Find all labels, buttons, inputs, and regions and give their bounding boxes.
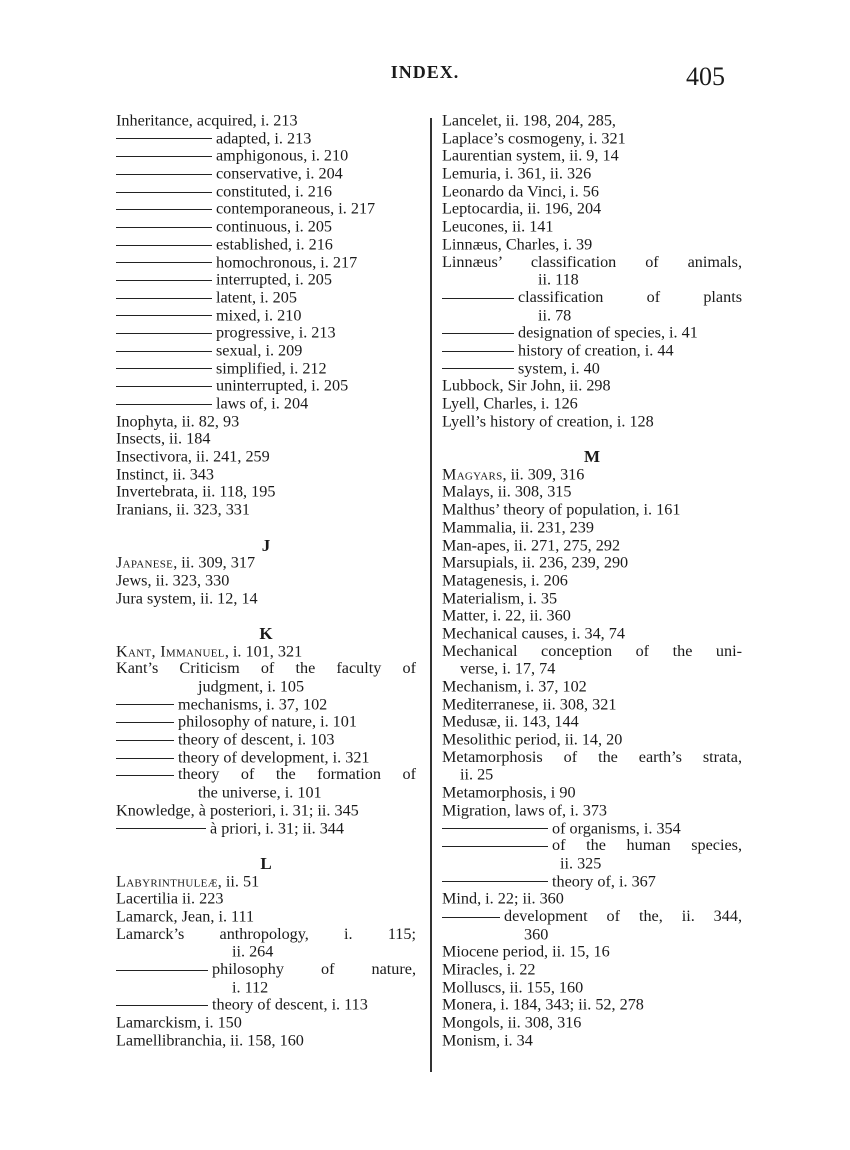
entry-text: Materialism, i. 35 — [442, 588, 558, 607]
ditto-rule — [116, 351, 212, 352]
index-subentry — [116, 324, 416, 342]
entry-text: sexual, i. 209 — [216, 341, 303, 360]
entry-text: Matter, i. 22, ii. 360 — [442, 606, 571, 625]
entry-text: mixed, i. 210 — [216, 305, 302, 324]
ditto-rule — [116, 298, 212, 299]
index-entry — [442, 254, 742, 272]
index-continuation — [116, 784, 416, 802]
index-subentry — [116, 130, 416, 148]
section-gap — [116, 837, 416, 855]
entry-text: Miocene period, ii. 15, 16 — [442, 942, 610, 961]
index-subentry — [116, 236, 416, 254]
index-entry — [442, 643, 742, 661]
index-entry — [442, 590, 742, 608]
ditto-rule — [116, 970, 208, 971]
ditto-rule — [442, 368, 514, 369]
ditto-rule — [116, 192, 212, 193]
index-entry — [442, 200, 742, 218]
ditto-rule — [116, 404, 212, 405]
index-subentry — [116, 696, 416, 714]
ditto-rule — [116, 174, 212, 175]
index-entry — [116, 873, 416, 891]
index-entry — [442, 501, 742, 519]
entry-text: Monism, i. 34 — [442, 1031, 533, 1050]
index-entry — [442, 996, 742, 1014]
index-entry — [116, 430, 416, 448]
index-entry — [442, 625, 742, 643]
entry-text: theory of, i. 367 — [552, 871, 656, 890]
entry-text: Matagenesis, i. 206 — [442, 571, 568, 590]
index-entry — [442, 1032, 742, 1050]
ditto-rule — [442, 828, 548, 829]
entry-text: Marsupials, ii. 236, 239, 290 — [442, 553, 629, 572]
index-entry — [116, 1032, 416, 1050]
index-entry — [442, 713, 742, 731]
entry-text: Knowledge, à posteriori, i. 31; ii. 345 — [116, 801, 359, 820]
index-entry — [442, 943, 742, 961]
index-continuation — [442, 855, 742, 873]
index-subentry — [116, 289, 416, 307]
index-entry — [442, 377, 742, 395]
index-entry — [116, 908, 416, 926]
index-subentry — [116, 395, 416, 413]
entry-text: Laplace’s cosmogeny, i. 321 — [442, 129, 626, 148]
entry-text: Insectivora, ii. 241, 259 — [116, 447, 270, 466]
index-subentry — [116, 713, 416, 731]
ditto-rule — [116, 156, 212, 157]
index-entry — [442, 749, 742, 767]
ditto-rule — [442, 917, 500, 918]
index-entry — [442, 890, 742, 908]
entry-text: designation of species, i. 41 — [518, 323, 698, 342]
ditto-rule — [116, 315, 212, 316]
index-subentry — [442, 289, 742, 307]
entry-text: Mediterranese, ii. 308, 321 — [442, 695, 617, 714]
entry-text: Leonardo da Vinci, i. 56 — [442, 182, 599, 201]
index-entry — [442, 183, 742, 201]
entry-text: interrupted, i. 205 — [216, 270, 332, 289]
entry-text: , ii. 309, 316 — [502, 465, 585, 484]
ditto-rule — [116, 262, 212, 263]
index-subentry — [116, 820, 416, 838]
index-entry — [116, 660, 416, 678]
entry-text: Mesolithic period, ii. 14, 20 — [442, 730, 623, 749]
entry-text: Linnæus’ classification of animals, — [442, 252, 742, 271]
entry-text: Metamorphosis of the earth’s strata, — [442, 747, 742, 766]
entry-text: Lyell, Charles, i. 126 — [442, 394, 578, 413]
index-entry — [442, 236, 742, 254]
index-subentry — [442, 837, 742, 855]
ditto-rule — [116, 333, 212, 334]
ditto-rule — [116, 828, 206, 829]
entry-text: Lamarckism, i. 150 — [116, 1013, 242, 1032]
index-subentry — [116, 218, 416, 236]
ditto-rule — [442, 298, 514, 299]
index-subentry — [116, 200, 416, 218]
ditto-rule — [116, 704, 174, 705]
entry-text: theory of development, i. 321 — [178, 748, 370, 767]
entry-text: progressive, i. 213 — [216, 323, 336, 342]
index-entry — [116, 112, 416, 130]
entry-text: Metamorphosis, i 90 — [442, 783, 576, 802]
entry-text: theory of descent, i. 113 — [212, 995, 368, 1014]
entry-text: Miracles, i. 22 — [442, 960, 536, 979]
index-subentry — [116, 996, 416, 1014]
entry-text: Mongols, ii. 308, 316 — [442, 1013, 582, 1032]
column-divider — [430, 118, 432, 1072]
entry-text: simplified, i. 212 — [216, 359, 327, 378]
entry-text: Kant’s Criticism of the faculty of — [116, 659, 416, 678]
index-entry — [442, 1014, 742, 1032]
entry-text: Laurentian system, ii. 9, 14 — [442, 146, 619, 165]
entry-text: verse, i. 17, 74 — [460, 659, 556, 678]
entry-text: Lemuria, i. 361, ii. 326 — [442, 164, 592, 183]
entry-text: Molluscs, ii. 155, 160 — [442, 978, 584, 997]
index-entry — [442, 961, 742, 979]
ditto-rule — [116, 227, 212, 228]
index-subentry — [116, 766, 416, 784]
index-continuation — [442, 271, 742, 289]
entry-text: ii. 325 — [560, 854, 602, 873]
entry-heading: Japanese — [116, 553, 174, 572]
entry-text: judgment, i. 105 — [198, 677, 305, 696]
index-column-right — [442, 112, 742, 1049]
index-entry — [442, 572, 742, 590]
entry-text: laws of, i. 204 — [216, 394, 309, 413]
index-entry — [442, 130, 742, 148]
entry-text: Man-apes, ii. 271, 275, 292 — [442, 535, 621, 554]
index-subentry — [442, 873, 742, 891]
entry-text: Lyell’s history of creation, i. 128 — [442, 412, 654, 431]
entry-text: Migration, laws of, i. 373 — [442, 801, 608, 820]
index-subentry — [442, 360, 742, 378]
index-subentry — [442, 908, 742, 926]
index-subentry — [116, 360, 416, 378]
entry-text: Jews, ii. 323, 330 — [116, 571, 230, 590]
entry-text: Mechanical causes, i. 34, 74 — [442, 624, 625, 643]
entry-text: contemporaneous, i. 217 — [216, 199, 376, 218]
index-entry — [116, 483, 416, 501]
entry-text: Lamellibranchia, ii. 158, 160 — [116, 1031, 304, 1050]
index-continuation — [442, 766, 742, 784]
entry-text: Inophyta, ii. 82, 93 — [116, 412, 240, 431]
entry-text: ii. 25 — [460, 765, 494, 784]
entry-text: Inheritance, acquired, i. 213 — [116, 111, 298, 130]
section-gap — [116, 519, 416, 537]
index-subentry — [116, 147, 416, 165]
entry-heading: Magyars — [442, 465, 503, 484]
entry-text: established, i. 216 — [216, 235, 333, 254]
entry-text: theory of descent, i. 103 — [178, 730, 335, 749]
index-subentry — [116, 731, 416, 749]
index-continuation — [442, 307, 742, 325]
entry-text: Lamarck, Jean, i. 111 — [116, 907, 255, 926]
entry-text: , i. 101, 321 — [224, 642, 303, 661]
index-entry — [442, 607, 742, 625]
ditto-rule — [116, 209, 212, 210]
entry-text: Mammalia, ii. 231, 239 — [442, 518, 594, 537]
index-entry — [116, 572, 416, 590]
index-entry — [116, 554, 416, 572]
ditto-rule — [116, 775, 174, 776]
ditto-rule — [116, 368, 212, 369]
index-entry — [442, 731, 742, 749]
index-subentry — [116, 961, 416, 979]
index-entry — [116, 448, 416, 466]
entry-text: of the human species, — [552, 836, 742, 855]
index-subentry — [116, 377, 416, 395]
entry-text: ii. 264 — [232, 942, 274, 961]
ditto-rule — [442, 881, 548, 882]
index-entry — [116, 590, 416, 608]
index-entry — [442, 413, 742, 431]
index-entry — [442, 784, 742, 802]
entry-text: Lacertilia ii. 223 — [116, 889, 224, 908]
entry-text: i. 112 — [232, 978, 269, 997]
entry-text: Mind, i. 22; ii. 360 — [442, 889, 564, 908]
entry-text: Mechanism, i. 37, 102 — [442, 677, 587, 696]
entry-text: classification of plants — [518, 287, 742, 306]
ditto-rule — [116, 740, 174, 741]
entry-text: Lamarck’s anthropology, i. 115; — [116, 924, 416, 943]
ditto-rule — [442, 846, 548, 847]
ditto-rule — [442, 333, 514, 334]
index-column-left — [116, 112, 416, 1049]
entry-text: Iranians, ii. 323, 331 — [116, 500, 250, 519]
entry-text: Medusæ, ii. 143, 144 — [442, 712, 579, 731]
entry-text: latent, i. 205 — [216, 288, 297, 307]
entry-text: , ii. 51 — [217, 871, 260, 890]
entry-text: amphigonous, i. 210 — [216, 146, 349, 165]
index-subentry — [116, 165, 416, 183]
index-subentry — [116, 254, 416, 272]
entry-text: Monera, i. 184, 343; ii. 52, 278 — [442, 995, 644, 1014]
entry-text: adapted, i. 213 — [216, 129, 312, 148]
index-entry — [116, 890, 416, 908]
entry-text: continuous, i. 205 — [216, 217, 333, 236]
entry-text: history of creation, i. 44 — [518, 341, 674, 360]
entry-text: mechanisms, i. 37, 102 — [178, 695, 328, 714]
entry-text: Mechanical conception of the uni- — [442, 641, 742, 660]
index-subentry — [116, 749, 416, 767]
entry-text: uninterrupted, i. 205 — [216, 376, 349, 395]
index-subentry — [442, 324, 742, 342]
section-letter: L — [260, 853, 272, 873]
entry-text: development of the, ii. 344, — [504, 906, 742, 925]
index-entry — [442, 519, 742, 537]
index-entry — [442, 537, 742, 555]
ditto-rule — [116, 722, 174, 723]
index-entry — [116, 1014, 416, 1032]
entry-text: à priori, i. 31; ii. 344 — [210, 818, 344, 837]
index-subentry — [116, 183, 416, 201]
index-entry — [442, 678, 742, 696]
entry-text: Linnæus, Charles, i. 39 — [442, 235, 593, 254]
index-continuation — [116, 943, 416, 961]
index-entry — [442, 147, 742, 165]
index-entry — [116, 802, 416, 820]
page-number: 405 — [686, 62, 725, 91]
entry-text: of organisms, i. 354 — [552, 818, 681, 837]
index-subentry — [116, 307, 416, 325]
ditto-rule — [116, 758, 174, 759]
index-entry — [442, 483, 742, 501]
index-subentry — [116, 342, 416, 360]
entry-text: Malthus’ theory of population, i. 161 — [442, 500, 681, 519]
index-entry — [442, 554, 742, 572]
entry-text: Instinct, ii. 343 — [116, 465, 215, 484]
entry-text: philosophy of nature, i. 101 — [178, 712, 357, 731]
ditto-rule — [116, 386, 212, 387]
page-title: INDEX. — [390, 62, 460, 82]
entry-heading: Kant, Immanuel — [116, 642, 225, 661]
index-entry — [442, 696, 742, 714]
index-continuation — [116, 678, 416, 696]
entry-text: conservative, i. 204 — [216, 164, 343, 183]
entry-text: Leptocardia, ii. 196, 204 — [442, 199, 602, 218]
index-continuation — [116, 979, 416, 997]
index-entry — [442, 395, 742, 413]
index-continuation — [442, 926, 742, 944]
index-entry — [116, 413, 416, 431]
section-letter: M — [583, 447, 601, 467]
index-entry — [116, 643, 416, 661]
ditto-rule — [116, 280, 212, 281]
entry-text: , ii. 309, 317 — [173, 553, 256, 572]
index-entry — [442, 466, 742, 484]
section-letter: J — [261, 535, 271, 555]
section-gap — [116, 607, 416, 625]
index-entry — [442, 802, 742, 820]
entry-text: the universe, i. 101 — [198, 783, 322, 802]
ditto-rule — [442, 351, 514, 352]
index-entry — [442, 165, 742, 183]
entry-text: homochronous, i. 217 — [216, 252, 358, 271]
ditto-rule — [116, 138, 212, 139]
index-entry — [442, 979, 742, 997]
entry-text: Malays, ii. 308, 315 — [442, 482, 572, 501]
index-subentry — [442, 820, 742, 838]
section-gap — [442, 430, 742, 448]
index-continuation — [442, 660, 742, 678]
entry-text: 360 — [524, 925, 549, 944]
ditto-rule — [116, 245, 212, 246]
ditto-rule — [116, 1005, 208, 1006]
index-entry — [116, 466, 416, 484]
entry-text: Leucones, ii. 141 — [442, 217, 554, 236]
entry-text: Lubbock, Sir John, ii. 298 — [442, 376, 611, 395]
index-subentry — [442, 342, 742, 360]
entry-text: theory of the formation of — [178, 765, 416, 784]
entry-text: ii. 118 — [538, 270, 579, 289]
entry-heading: Labyrinthuleæ — [116, 871, 218, 890]
entry-text: Invertebrata, ii. 118, 195 — [116, 482, 276, 501]
entry-text: Insects, ii. 184 — [116, 429, 211, 448]
entry-text: philosophy of nature, — [212, 960, 416, 978]
entry-text: ii. 78 — [538, 305, 572, 324]
index-entry — [116, 926, 416, 944]
entry-text: Lancelet, ii. 198, 204, 285, — [442, 111, 616, 130]
entry-text: constituted, i. 216 — [216, 182, 332, 201]
index-entry — [116, 501, 416, 519]
index-entry — [442, 112, 742, 130]
index-entry — [442, 218, 742, 236]
entry-text: Jura system, ii. 12, 14 — [116, 588, 258, 607]
section-letter: K — [259, 623, 273, 643]
index-subentry — [116, 271, 416, 289]
entry-text: system, i. 40 — [518, 359, 600, 378]
